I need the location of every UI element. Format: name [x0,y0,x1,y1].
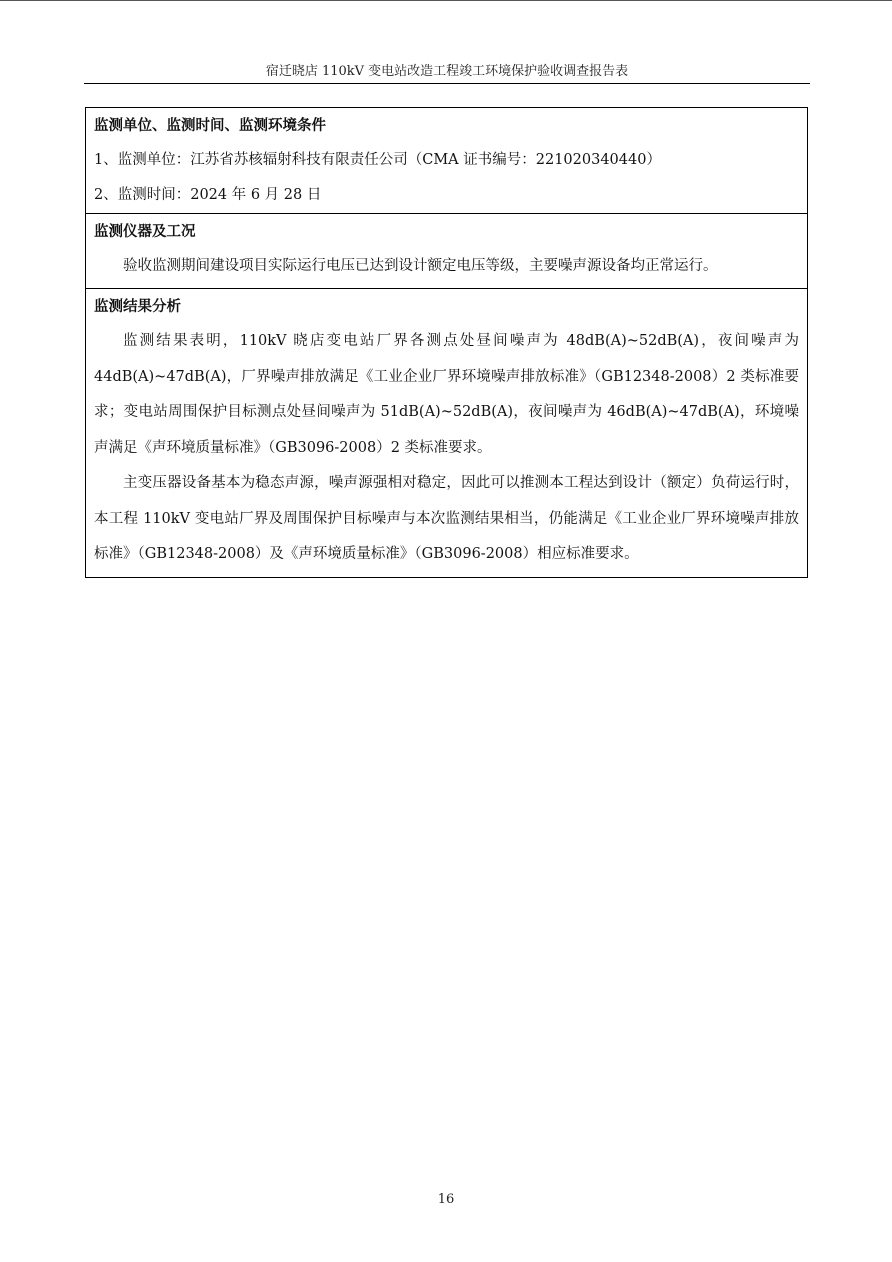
monitoring-info-section [86,108,807,214]
instruments-title: 监测仪器及工况 [94,223,196,240]
monitoring-unit-line: 1、监测单位：江苏省苏核辐射科技有限责任公司（CMA 证书编号：221020340440） [94,152,661,168]
results-title: 监测结果分析 [94,298,181,315]
results-section [86,289,807,577]
page-number: 16 [437,1192,455,1207]
page-top-border [0,0,892,1]
report-table [85,107,808,578]
monitoring-time-line: 2、监测时间：2024 年 6 月 28 日 [94,187,322,203]
results-paragraph-2: 主变压器设备基本为稳态声源，噪声源强相对稳定，因此可以推测本工程达到设计（额定）负荷运行时，本工程 110kV 变电站厂界及周围保护目标噪声与本次监测结果相当，仍能满足《工业企业厂界环境噪声排放标准》（GB12348-2008）及《声环境质量标准》（GB3096-2008）相应标准要求。 [94,475,799,562]
page-header: 宿迁晓店 110kV 变电站改造工程竣工环境保护验收调查报告表 [84,62,810,84]
monitoring-info-title: 监测单位、监测时间、监测环境条件 [94,117,326,134]
results-paragraph-1: 监测结果表明，110kV 晓店变电站厂界各测点处昼间噪声为 48dB(A)~52dB(A)，夜间噪声为 44dB(A)~47dB(A)，厂界噪声排放满足《工业企业厂界环境噪声排放标准》（GB12348-2008）2 类标准要求；变电站周围保护目标测点处昼间噪声为 51dB(A)~52dB(A)，夜间噪声为 46dB(A)~47dB(A)，环境噪声满足《声环境质量标准》（GB3096-2008）2 类标准要求。 [94,333,799,456]
instruments-section [86,214,807,289]
instruments-text: 验收监测期间建设项目实际运行电压已达到设计额定电压等级，主要噪声源设备均正常运行。 [123,258,718,274]
